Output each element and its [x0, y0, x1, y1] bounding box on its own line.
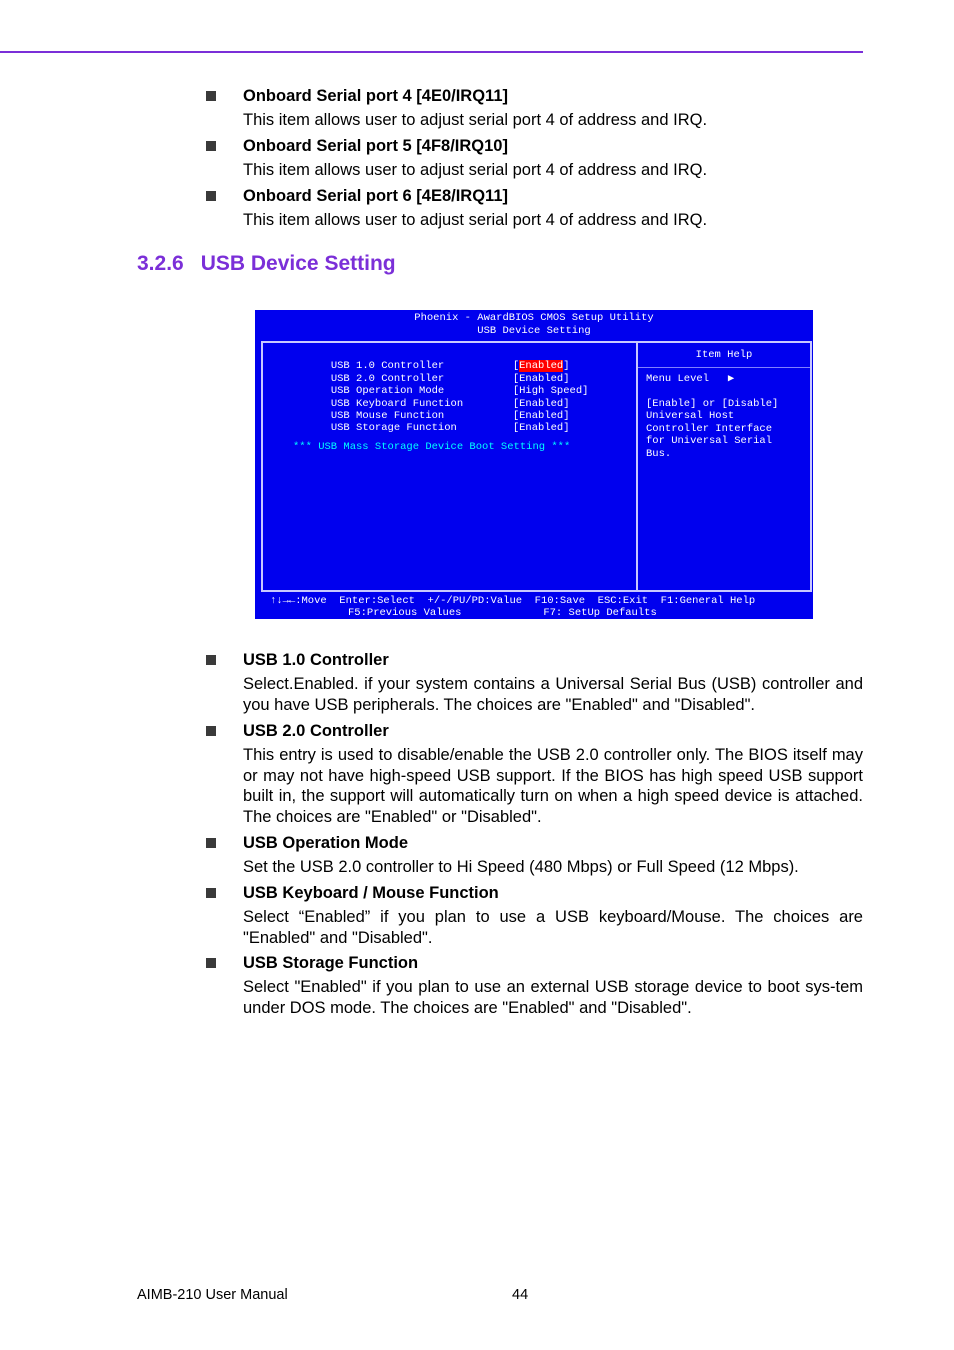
- item-title: Onboard Serial port 4 [4E0/IRQ11]: [243, 87, 508, 105]
- item-title: USB Keyboard / Mouse Function: [243, 884, 499, 902]
- bios-subtitle-line: USB Device Setting: [477, 324, 591, 337]
- bios-option-label: USB 2.0 Controller: [330, 372, 445, 385]
- bios-option-value[interactable]: [Enabled]: [512, 410, 570, 422]
- item-title: USB Storage Function: [243, 954, 419, 972]
- bios-option-usb10[interactable]: USB 1.0 Controller [Enabled]: [330, 360, 570, 373]
- help-text: for Universal Serial: [646, 435, 773, 448]
- bios-key-legend: ↑↓→←:Move Enter:Select +/-/PU/PD:Value F10:Save ESC:Exit F1:General Help: [270, 595, 756, 607]
- bios-option-value-selected[interactable]: Enabled: [519, 360, 564, 373]
- section-number: 3.2.6: [137, 252, 184, 275]
- help-menu-level: Menu Level ▶: [646, 373, 735, 385]
- bios-option-value[interactable]: [Enabled]: [512, 397, 570, 410]
- bullet-icon: [206, 141, 216, 151]
- bios-boot-setting-link[interactable]: *** USB Mass Storage Device Boot Setting ***: [293, 441, 571, 453]
- bios-option-value[interactable]: [Enabled]: [512, 372, 570, 385]
- bios-option-label: USB Storage Function: [330, 422, 457, 435]
- bios-key-legend: F5:Previous Values F7: SetUp Defaults: [348, 607, 657, 620]
- header-rule: [0, 51, 863, 53]
- bios-screenshot: [252, 310, 816, 619]
- item-title: Onboard Serial port 6 [4E8/IRQ11]: [243, 187, 508, 205]
- section-title: USB Device Setting: [200, 252, 396, 275]
- item-description: Select “Enabled” if you plan to use a USB keyboard/Mouse. The choices are "Enabled" and "Disabled".: [243, 908, 863, 947]
- bullet-icon: [206, 655, 216, 665]
- bios-option-label: USB 1.0 Controller: [330, 360, 445, 373]
- bullet-icon: [206, 958, 216, 968]
- item-description: This entry is used to disable/enable the USB 2.0 controller only. The BIOS itself may or may not have high-speed USB support. If the BIOS has high speed USB support built in, the support will automatically turn on when a high speed device is attached. The choices are "Enabled" or "Disabled".: [243, 746, 863, 826]
- bios-frame: [261, 341, 812, 592]
- bios-title-line: Phoenix - AwardBIOS CMOS Setup Utility: [414, 312, 654, 324]
- bullet-icon: [206, 838, 216, 848]
- bios-edge: [813, 310, 816, 619]
- bios-divider: [636, 343, 638, 590]
- bios-title: [252, 312, 816, 337]
- bios-option-label: USB Keyboard Function: [330, 397, 464, 410]
- help-text: Universal Host: [646, 410, 735, 423]
- page-number: 44: [512, 1287, 529, 1303]
- item-title: Onboard Serial port 5 [4F8/IRQ10]: [243, 137, 508, 155]
- item-title: USB 2.0 Controller: [243, 722, 389, 740]
- bios-option-value[interactable]: [High Speed]: [512, 385, 589, 398]
- bullet-icon: [206, 91, 216, 101]
- item-description: This item allows user to adjust serial port 4 of address and IRQ.: [243, 211, 708, 229]
- item-title: USB Operation Mode: [243, 834, 409, 852]
- bios-edge: [252, 310, 255, 619]
- help-text: Controller Interface: [646, 422, 773, 435]
- help-title: Item Help: [695, 349, 753, 361]
- bios-option-label: USB Mouse Function: [330, 410, 445, 422]
- item-title: USB 1.0 Controller: [243, 651, 389, 669]
- bios-option-value[interactable]: [Enabled]: [512, 422, 570, 435]
- bullet-icon: [206, 191, 216, 201]
- item-description: Select.Enabled. if your system contains a Universal Serial Bus (USB) controller and you have USB peripherals. The choices are "Enabled" and "Disabled".: [243, 675, 863, 714]
- item-description: Select "Enabled" if you plan to use an external USB storage device to boot sys-tem under DOS mode. The choices are "Enabled" and "Disabled".: [243, 978, 863, 1017]
- help-text: [Enable] or [Disable]: [646, 398, 779, 410]
- item-description: This item allows user to adjust serial port 4 of address and IRQ.: [243, 161, 708, 179]
- section-heading: [137, 252, 396, 276]
- bullet-icon: [206, 726, 216, 736]
- help-text: Bus.: [646, 447, 672, 460]
- help-separator: [638, 367, 810, 368]
- item-description: Set the USB 2.0 controller to Hi Speed (480 Mbps) or Full Speed (12 Mbps).: [243, 858, 799, 876]
- footer-manual-name: AIMB-210 User Manual: [137, 1287, 288, 1303]
- item-description: This item allows user to adjust serial port 4 of address and IRQ.: [243, 111, 708, 129]
- bios-option-label: USB Operation Mode: [330, 385, 445, 398]
- bullet-icon: [206, 888, 216, 898]
